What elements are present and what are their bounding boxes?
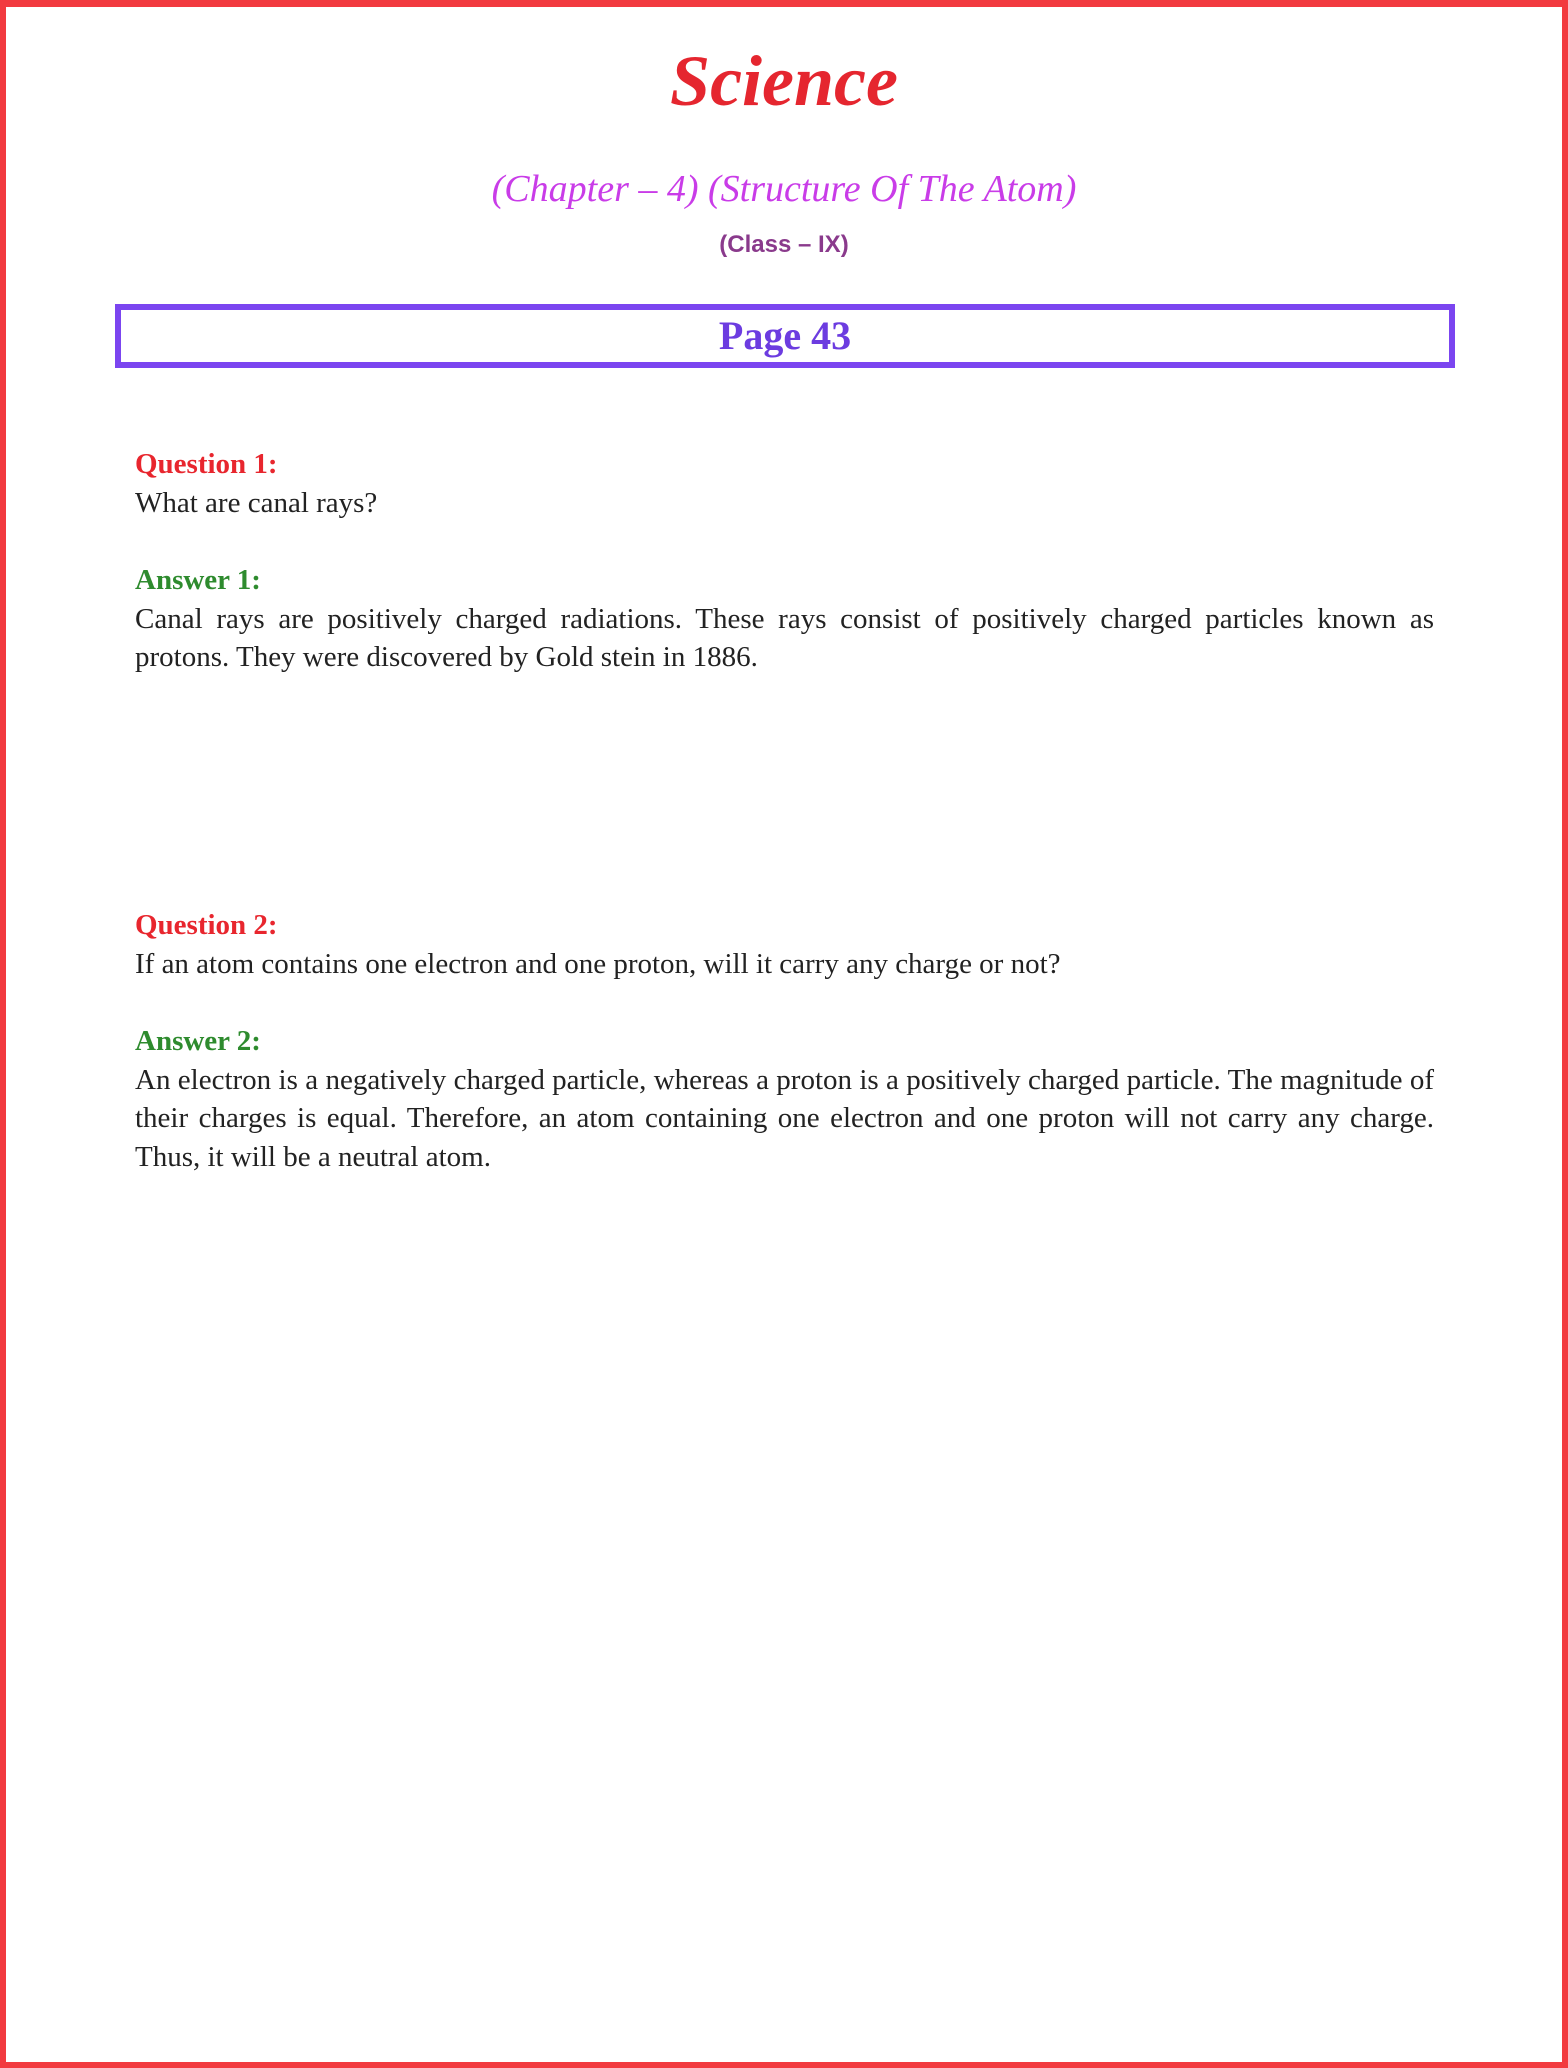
answer-text: An electron is a negatively charged particle, whereas a proton is a positively charged particle. The magnitude of their charges is equal. Therefore, an atom containing one electron and one proton will not carry any charge. Thus, it will be a neutral atom. [135,1063,1434,1173]
answer-label: Answer 1: [135,564,261,596]
subject-title: Science [670,41,898,121]
page-number: Page 43 [718,313,852,358]
page-banner [115,304,1455,368]
answer-text: Canal rays are positively charged radiations. These rays consist of positively charged particles known as protons. They were discovered by Gold stein in 1886. [135,602,1434,673]
chapter-heading: (Chapter – 4) (Structure Of The Atom) [491,168,1077,210]
question-block-1 [135,445,1434,677]
question-label: Question 1: [135,448,278,480]
question-text: What are canal rays? [135,486,378,519]
question-block-2 [135,906,1434,1176]
question-label: Question 2: [135,909,278,941]
question-text: If an atom contains one electron and one proton, will it carry any charge or not? [135,947,1061,980]
answer-label: Answer 2: [135,1025,261,1057]
class-label: (Class – IX) [719,231,849,258]
